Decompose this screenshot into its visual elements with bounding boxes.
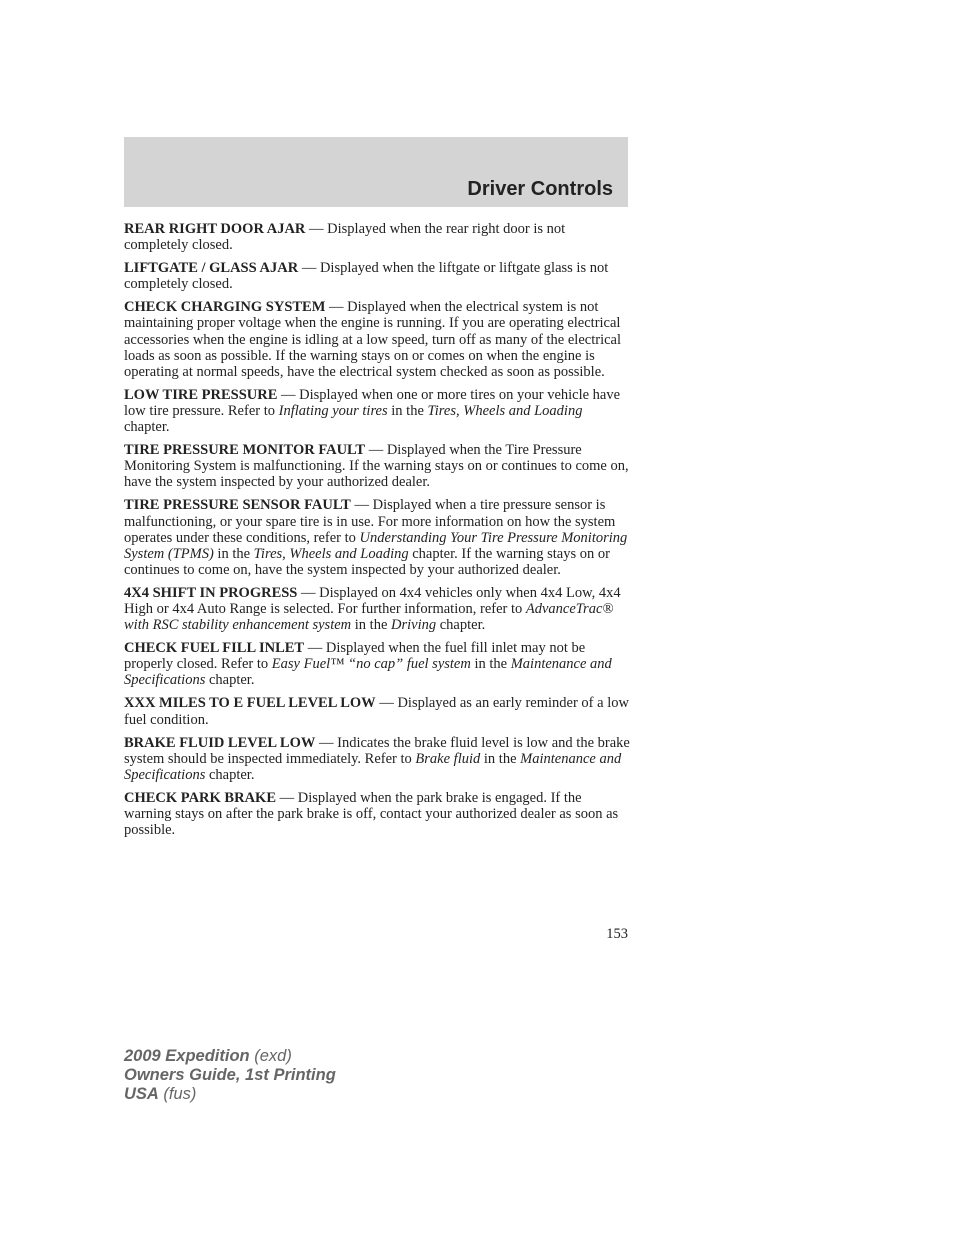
warning-description: in the — [351, 617, 392, 634]
warning-entry — [124, 387, 630, 435]
footer-model-code: (exd) — [249, 1047, 292, 1065]
section-header-band — [124, 137, 628, 207]
warning-entry — [124, 735, 630, 783]
warning-description: in the — [387, 402, 428, 419]
warning-entry — [124, 221, 630, 253]
warning-description: chapter. — [205, 672, 255, 689]
footer-market: USA — [124, 1085, 159, 1103]
warning-description: — Displayed when one or more tires on your vehicle have low tire pressure. Refer to — [124, 386, 621, 419]
warning-term: LOW TIRE PRESSURE — [124, 386, 278, 403]
cross-reference: Easy Fuel™ “no cap” fuel system — [271, 656, 471, 673]
warning-entry — [124, 442, 630, 490]
cross-reference: AdvanceTrac® with RSC stability enhancement system — [124, 600, 614, 634]
cross-reference: Tires, Wheels and Loading — [427, 402, 583, 419]
warning-messages-list — [124, 221, 630, 845]
warning-term: TIRE PRESSURE SENSOR FAULT — [124, 497, 351, 514]
warning-description: — Displayed when the rear right door is not completely closed. — [124, 221, 566, 254]
warning-term: CHECK FUEL FILL INLET — [124, 640, 305, 657]
warning-term: REAR RIGHT DOOR AJAR — [124, 221, 306, 237]
cross-reference: Brake fluid — [415, 750, 481, 767]
warning-description: — Displayed when the fuel fill inlet may not be properly closed. Refer to — [124, 640, 586, 673]
warning-term: CHECK CHARGING SYSTEM — [124, 299, 326, 316]
warning-entry — [124, 260, 630, 292]
warning-term: LIFTGATE / GLASS AJAR — [124, 260, 299, 277]
page-number: 153 — [606, 926, 628, 942]
section-title: Driver Controls — [467, 178, 613, 200]
warning-description: — Displayed on 4x4 vehicles only when 4x4 Low, 4x4 High or 4x4 Auto Range is selected. For further information, refer to — [124, 584, 621, 617]
warning-entry — [124, 585, 630, 633]
warning-entry — [124, 695, 630, 727]
warning-description: chapter. — [436, 617, 486, 634]
warning-description: — Displayed when a tire pressure sensor is malfunctioning, or your spare tire is in use. For more information on how the system operates under these conditions, refer to — [124, 497, 616, 546]
warning-entry — [124, 497, 630, 577]
warning-entry — [124, 640, 630, 688]
cross-reference: Tires, Wheels and Loading — [253, 545, 409, 562]
warning-description: — Displayed when the Tire Pressure Monitoring System is malfunctioning. If the warning stays on or continues to come on, have the system inspected by your authorized dealer. — [124, 442, 629, 491]
warning-entry — [124, 299, 630, 379]
warning-description: in the — [470, 656, 511, 673]
warning-term: CHECK PARK BRAKE — [124, 789, 276, 806]
footer-market-code: (fus) — [158, 1085, 197, 1103]
warning-description: chapter. — [124, 419, 170, 436]
warning-description: chapter. If the warning stays on or continues to come on, have the system inspected by your authorized dealer. — [124, 545, 610, 578]
warning-description: in the — [480, 750, 521, 767]
warning-description: in the — [213, 545, 254, 562]
warning-description: — Indicates the brake fluid level is low and the brake system should be inspected immediately. Refer to — [124, 734, 630, 767]
cross-reference: Maintenance and Specifications — [124, 750, 622, 783]
warning-description: — Displayed when the liftgate or liftgate glass is not completely closed. — [124, 260, 609, 293]
footer-guide-edition: Owners Guide, 1st Printing — [124, 1066, 336, 1084]
footer-line-guide — [124, 1066, 336, 1085]
cross-reference: Maintenance and Specifications — [124, 656, 612, 689]
warning-term: 4X4 SHIFT IN PROGRESS — [124, 584, 298, 601]
document-footer — [124, 1047, 336, 1104]
warning-term: XXX MILES TO E FUEL LEVEL LOW — [124, 695, 376, 712]
warning-entry — [124, 790, 630, 838]
warning-term: TIRE PRESSURE MONITOR FAULT — [124, 442, 366, 459]
footer-line-market — [124, 1085, 336, 1104]
warning-description: chapter. — [205, 766, 255, 783]
cross-reference: Inflating your tires — [278, 402, 388, 419]
cross-reference: Driving — [391, 617, 437, 634]
cross-reference: Understanding Your Tire Pressure Monitoring System (TPMS) — [124, 529, 628, 562]
warning-term: BRAKE FLUID LEVEL LOW — [124, 734, 316, 751]
footer-model-name: 2009 Expedition — [124, 1047, 250, 1065]
footer-line-model — [124, 1047, 336, 1066]
warning-description: — Displayed when the park brake is engaged. If the warning stays on after the park brake is off, contact your authorized dealer as soon as possible. — [124, 789, 619, 839]
warning-description: — Displayed as an early reminder of a low fuel condition. — [124, 695, 629, 728]
warning-description: — Displayed when the electrical system is not maintaining proper voltage when the engine is running. If you are operating electrical accessories when the engine is idling at a low speed, turn off as many of the electrical loads as soon as possible. If the warning stays on or comes on when the engine is operating at normal speeds, have the electrical system checked as soon as possible. — [124, 299, 621, 380]
